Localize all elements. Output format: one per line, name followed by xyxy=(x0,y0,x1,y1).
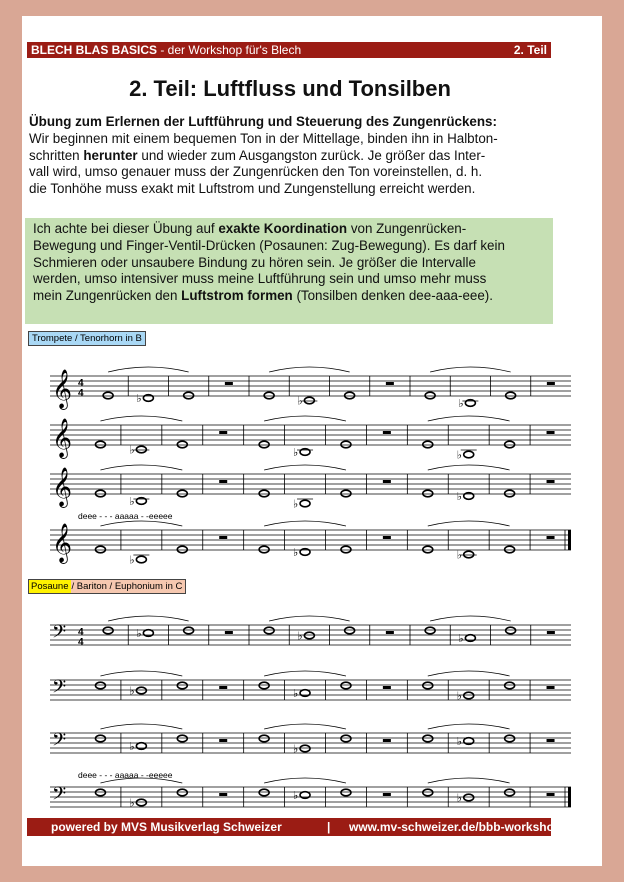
whole-note xyxy=(95,789,105,796)
whole-note xyxy=(464,451,474,458)
flat-icon: ♭ xyxy=(458,632,464,645)
intro-line: vall wird, umso genauer muss der Zungenrücken den Ton voreinstellen, d. h. xyxy=(29,164,483,180)
treble-clef-icon: 𝄞 xyxy=(52,467,73,507)
trombone-label-rest: / Bariton / Euphonium in C xyxy=(71,581,183,592)
whole-note xyxy=(177,682,187,689)
staff xyxy=(50,616,571,648)
flat-icon: ♭ xyxy=(129,553,135,567)
box-text: von Zungenrücken- xyxy=(347,221,467,236)
whole-rest xyxy=(383,536,391,539)
footer-publisher: powered by MVS Musikverlag Schweizer xyxy=(51,820,282,834)
whole-note xyxy=(177,789,187,796)
whole-rest xyxy=(383,793,391,796)
whole-note xyxy=(345,627,355,634)
flat-icon: ♭ xyxy=(293,497,299,511)
whole-rest xyxy=(383,686,391,689)
flat-icon: ♭ xyxy=(293,742,299,756)
bass-clef-icon: 𝄢 xyxy=(52,677,67,702)
whole-note xyxy=(300,745,310,752)
whole-note xyxy=(341,546,351,553)
flat-icon: ♭ xyxy=(456,548,462,562)
whole-note xyxy=(505,441,515,448)
flat-icon: ♭ xyxy=(456,448,462,462)
whole-rest xyxy=(225,631,233,634)
whole-rest xyxy=(547,631,555,634)
box-bold: Luftstrom formen xyxy=(181,288,293,304)
staff xyxy=(50,465,571,521)
whole-rest xyxy=(383,431,391,434)
whole-note xyxy=(423,789,433,796)
whole-rest xyxy=(383,480,391,483)
whole-note xyxy=(464,794,474,801)
box-line: Schmieren oder unsaubere Bindung zu hören sein. Je größer die Intervalle xyxy=(33,254,476,270)
whole-note xyxy=(304,397,314,404)
staff xyxy=(50,778,571,810)
whole-note xyxy=(425,392,435,399)
flat-icon: ♭ xyxy=(129,684,135,698)
treble-clef-icon: 𝄞 xyxy=(52,523,73,563)
flat-icon: ♭ xyxy=(456,689,462,703)
slur xyxy=(100,465,182,470)
whole-note xyxy=(341,682,351,689)
time-signature: 4 xyxy=(78,627,84,638)
whole-note xyxy=(423,490,433,497)
slur xyxy=(430,616,511,621)
whole-note xyxy=(259,789,269,796)
flat-icon: ♭ xyxy=(456,490,462,503)
time-signature: 4 xyxy=(78,388,84,399)
whole-note xyxy=(184,392,194,399)
slur xyxy=(428,778,510,783)
syllables: deee - - - aaaaa - -eeeee xyxy=(78,770,173,780)
staff xyxy=(50,671,571,703)
whole-note xyxy=(505,735,515,742)
intro-lead: Übung zum Erlernen der Luftführung und Steuerung des Zungenrückens: xyxy=(29,114,497,129)
flat-icon: ♭ xyxy=(293,789,299,802)
intro-bold-span: herunter xyxy=(83,147,138,163)
whole-rest xyxy=(386,382,394,385)
flat-icon: ♭ xyxy=(136,627,142,640)
footer-url: www.mv-schweizer.de/bbb-workshop xyxy=(349,820,562,834)
bass-clef-icon: 𝄢 xyxy=(52,730,67,755)
slur xyxy=(430,367,511,372)
whole-rest xyxy=(547,431,555,434)
staff xyxy=(50,521,571,567)
whole-note xyxy=(464,551,474,558)
slur xyxy=(264,671,346,676)
whole-note xyxy=(264,627,274,634)
whole-note xyxy=(136,556,146,563)
slur xyxy=(108,367,189,372)
whole-note xyxy=(259,735,269,742)
treble-clef-icon: 𝄞 xyxy=(52,369,73,409)
slur xyxy=(100,724,182,729)
slur xyxy=(428,465,510,470)
treble-clef-icon: 𝄞 xyxy=(52,418,73,458)
footer-separator: | xyxy=(327,820,331,834)
whole-note xyxy=(341,789,351,796)
whole-note xyxy=(341,490,351,497)
flat-icon: ♭ xyxy=(129,443,135,457)
whole-note xyxy=(423,441,433,448)
bass-clef-icon: 𝄢 xyxy=(52,622,67,647)
whole-note xyxy=(345,392,355,399)
whole-rest xyxy=(219,793,227,796)
flat-icon: ♭ xyxy=(458,397,464,410)
whole-rest xyxy=(219,480,227,483)
whole-note xyxy=(177,735,187,742)
flat-icon: ♭ xyxy=(456,735,462,748)
box-line: Bewegung und Finger-Ventil-Drücken (Posaunen: Zug-Bewegung). Es darf kein xyxy=(33,237,505,253)
whole-rest xyxy=(386,631,394,634)
slur xyxy=(269,367,350,372)
box-bold: exakte Koordination xyxy=(218,221,348,236)
whole-note xyxy=(423,546,433,553)
staff xyxy=(50,416,571,462)
whole-note xyxy=(505,490,515,497)
flat-icon: ♭ xyxy=(293,546,299,559)
whole-note xyxy=(464,692,474,699)
whole-note xyxy=(95,682,105,689)
whole-note xyxy=(506,392,516,399)
slur xyxy=(269,616,350,621)
whole-note xyxy=(136,799,146,806)
whole-rest xyxy=(383,739,391,742)
whole-note xyxy=(95,490,105,497)
whole-rest xyxy=(547,480,555,483)
slur xyxy=(428,671,510,676)
whole-rest xyxy=(547,793,555,796)
whole-note xyxy=(341,735,351,742)
whole-note xyxy=(259,682,269,689)
whole-note xyxy=(177,490,187,497)
box-line: werden, umso intensiver muss meine Luftführung sein und umso mehr muss xyxy=(33,271,487,287)
flat-icon: ♭ xyxy=(297,629,303,643)
slur xyxy=(264,521,346,526)
whole-note xyxy=(300,500,310,507)
intro-text-span: schritten xyxy=(29,147,84,163)
whole-note xyxy=(425,627,435,634)
slur xyxy=(428,416,510,421)
slur xyxy=(264,778,346,783)
whole-note xyxy=(505,789,515,796)
time-signature: 4 xyxy=(78,378,84,389)
slur xyxy=(428,724,510,729)
flat-icon: ♭ xyxy=(129,740,135,753)
whole-note xyxy=(103,392,113,399)
whole-note xyxy=(95,546,105,553)
whole-note xyxy=(103,627,113,634)
whole-note xyxy=(95,441,105,448)
whole-rest xyxy=(547,382,555,385)
flat-icon: ♭ xyxy=(297,394,303,408)
box-text: mein Zungenrücken den xyxy=(33,288,182,304)
intro-text-span: und wieder zum Ausgangston zurück. Je größer das Inter- xyxy=(137,147,486,163)
syllables: deee - - - aaaaa - -eeeee xyxy=(78,511,173,521)
whole-note xyxy=(259,490,269,497)
whole-note xyxy=(136,446,146,453)
slur xyxy=(264,724,346,729)
whole-rest xyxy=(547,739,555,742)
slur xyxy=(264,465,346,470)
whole-note xyxy=(264,392,274,399)
header-part: 2. Teil xyxy=(513,43,547,57)
slur xyxy=(108,616,189,621)
whole-rest xyxy=(547,686,555,689)
whole-note xyxy=(341,441,351,448)
whole-note xyxy=(259,546,269,553)
slur xyxy=(264,416,346,421)
slur xyxy=(428,521,510,526)
whole-note xyxy=(184,627,194,634)
whole-rest xyxy=(219,536,227,539)
slur xyxy=(100,521,182,526)
intro-line: die Tonhöhe muss exakt mit Luftstrom und Zungenstellung erreicht werden. xyxy=(29,181,476,197)
whole-note xyxy=(136,687,146,694)
whole-note xyxy=(177,441,187,448)
flat-icon: ♭ xyxy=(293,687,299,700)
whole-rest xyxy=(219,686,227,689)
slur xyxy=(100,416,182,421)
whole-note xyxy=(423,682,433,689)
bass-clef-icon: 𝄢 xyxy=(52,784,67,809)
trombone-highlight: Posaune xyxy=(31,581,69,592)
whole-rest xyxy=(219,431,227,434)
box-text: (Tonsilben denken dee-aaa-eee). xyxy=(292,288,493,304)
time-signature: 4 xyxy=(78,637,84,648)
page-title: 2. Teil: Luftfluss und Tonsilben xyxy=(129,76,451,101)
staff xyxy=(50,724,571,780)
whole-rest xyxy=(547,536,555,539)
whole-note xyxy=(177,546,187,553)
flat-icon: ♭ xyxy=(129,495,135,508)
box-text: Ich achte bei dieser Übung auf xyxy=(33,221,219,236)
flat-icon: ♭ xyxy=(136,392,142,405)
staff xyxy=(50,367,571,410)
header-subtitle: - der Workshop für's Blech xyxy=(157,43,302,57)
trumpet-label: Trompete / Tenorhorn in B xyxy=(28,331,146,346)
whole-note xyxy=(506,627,516,634)
header-title: BLECH BLAS BASICS xyxy=(31,43,158,57)
whole-rest xyxy=(219,739,227,742)
whole-note xyxy=(95,735,105,742)
whole-note xyxy=(259,441,269,448)
whole-note xyxy=(304,632,314,639)
flat-icon: ♭ xyxy=(129,796,135,810)
whole-note xyxy=(505,546,515,553)
slur xyxy=(100,671,182,676)
intro-line: Wir beginnen mit einem bequemen Ton in der Mittellage, binden ihn in Halbton- xyxy=(29,130,498,146)
whole-rest xyxy=(225,382,233,385)
whole-note xyxy=(423,735,433,742)
footer-bar xyxy=(27,818,562,836)
flat-icon: ♭ xyxy=(456,791,462,805)
flat-icon: ♭ xyxy=(293,446,299,459)
whole-note xyxy=(505,682,515,689)
